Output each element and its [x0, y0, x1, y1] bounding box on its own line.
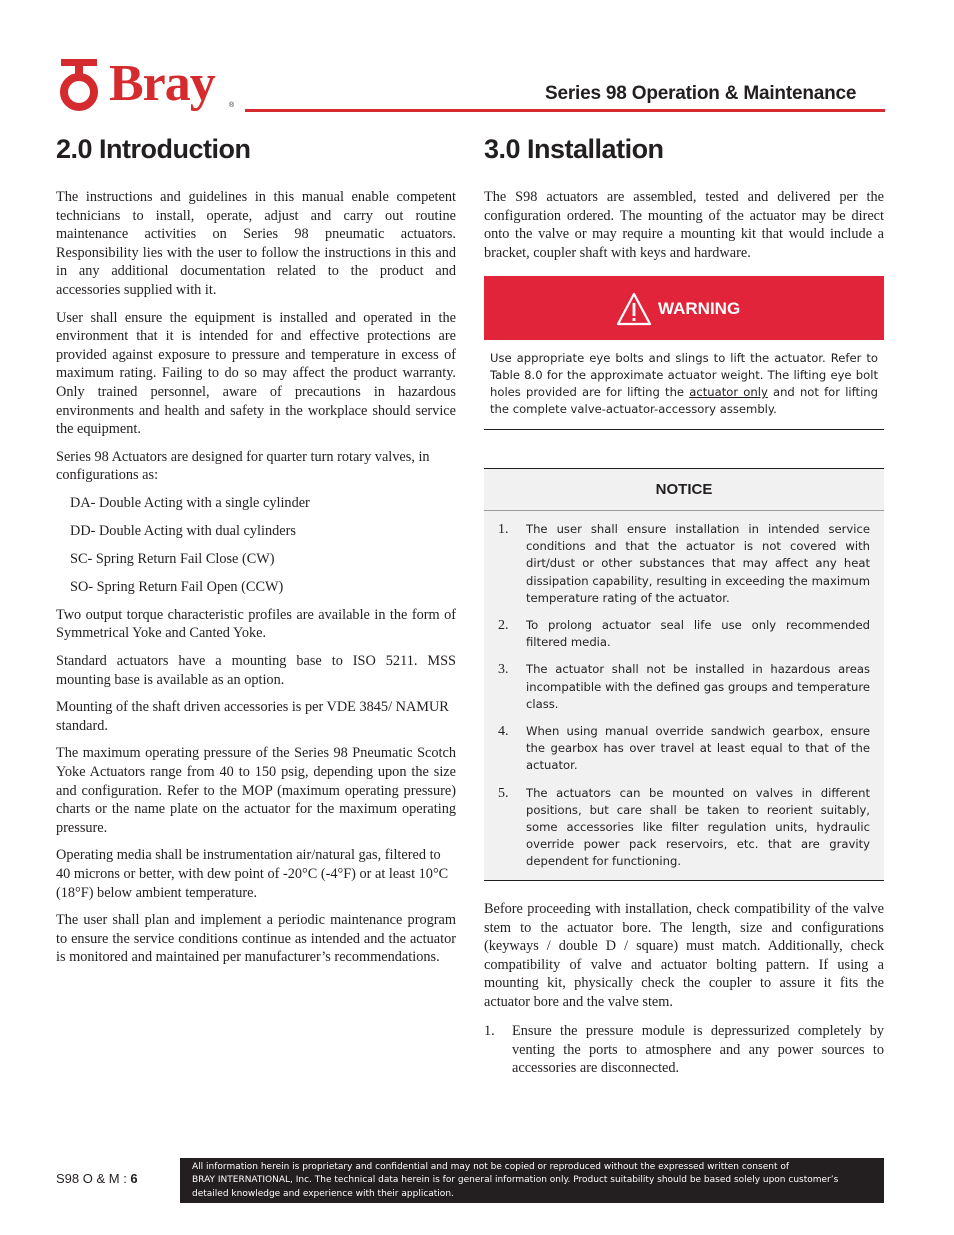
configuration-item: SO- Spring Return Fail Open (CCW) [70, 578, 284, 595]
notice-item-text: When using manual override sandwich gearbox, ensure the gearbox has over travel at least equal to that of the actuator. [526, 724, 870, 773]
registered-mark: ® [229, 102, 235, 109]
notice-item-number: 3. [498, 662, 509, 678]
intro-paragraph: Operating media shall be instrumentation air/natural gas, filtered to 40 microns or better, with dew point of -20°C (-4°F) or at least 10°C (18°F) below ambient temperature. [56, 847, 449, 901]
notice-item-number: 4. [498, 724, 509, 740]
notice-item-number: 2. [498, 618, 509, 634]
intro-paragraph: The instructions and guidelines in this manual enable competent technicians to install, operate, adjust and carry out routine maintenance activities on Series 98 pneumatic actuators. Responsibility lies with the user to follow the instructions in this and in any additional documentation related to the product and accessories supplied with it. [56, 189, 456, 298]
header-rule [245, 109, 885, 112]
installation-step-number: 1. [484, 1023, 495, 1039]
notice-item-text: The user shall ensure installation in intended service conditions and that the actuator is not covered with dirt/dust or other substances that may affect any heat dissipation capability, resulting in exceeding the maximum temperature rating of the actuator. [526, 522, 870, 605]
bray-valve-icon [55, 56, 105, 112]
notice-item [498, 521, 870, 607]
notice-list [484, 511, 884, 871]
warning-text-part: Use appropriate eye bolts and slings to lift the actuator. Refer to Table 8.0 for the approximate actuator weight. The lifting eye bolt holes provided are for lifting the [490, 351, 878, 399]
warning-box [484, 276, 884, 430]
intro-heading: 2.0 Introduction [56, 134, 251, 164]
configuration-item: DA- Double Acting with a single cylinder [70, 494, 310, 511]
installation-step-text: Ensure the pressure module is depressurized completely by venting the ports to atmosphere and any power sources to accessories are disconnected. [512, 1023, 884, 1077]
intro-paragraph: Two output torque characteristic profiles are available in the form of Symmetrical Yoke and Canted Yoke. [56, 606, 456, 642]
notice-item [498, 661, 870, 713]
configuration-item: SC- Spring Return Fail Close (CW) [70, 550, 275, 567]
intro-paragraph: Series 98 Actuators are designed for quarter turn rotary valves, in configurations as: [56, 448, 430, 484]
notice-item-text: The actuators can be mounted on valves in different positions, but care shall be taken to reorient suitably, some accessories like filter regulation units, hydraulic override power pack reservoirs, etc. that are gravity dependent for functioning. [526, 785, 870, 869]
bray-logo [55, 56, 245, 112]
installation-intro [484, 188, 884, 262]
document-title: Series 98 Operation & Maintenance [545, 83, 857, 104]
intro-paragraph: Standard actuators have a mounting base to ISO 5211. MSS mounting base is available as an option. [56, 653, 456, 688]
configuration-item: DD- Double Acting with dual cylinders [70, 522, 296, 539]
intro-paragraph: The user shall plan and implement a periodic maintenance program to ensure the service conditions continue as intended and the actuator is monitored and maintained per manufacturer’s recommendations. [56, 912, 456, 966]
installation-compatibility [484, 900, 884, 1012]
brand-wordmark: Bray [109, 55, 215, 112]
warning-label: WARNING [658, 299, 741, 318]
page-number: 6 [130, 1171, 138, 1186]
installation-compatibility-text: Before proceeding with installation, check compatibility of the valve stem to the actuator bore. The length, size and configurations (keyways / double D / square) must match. Additionally, check compatibility of valve and actuator bolting pattern. If using a mounting kit, physically check the coupler to assure it fits the actuator bore and the valve stem. [484, 901, 884, 1010]
notice-item-number: 5. [498, 785, 509, 801]
notice-item-text: To prolong actuator seal life use only recommended filtered media. [526, 618, 870, 650]
notice-item [498, 785, 870, 871]
installation-step [484, 1022, 884, 1078]
notice-item [498, 723, 870, 775]
installation-heading: 3.0 Installation [484, 134, 664, 164]
notice-box [484, 468, 884, 881]
warning-header [484, 276, 884, 340]
disclaimer-line: detailed knowledge and experience with their application. [192, 1188, 454, 1199]
intro-paragraph: User shall ensure the equipment is installed and operated in the environment that it is intended for and effective protections are provided against exposure to pressure and temperature in excess of maximum rating. Failing to do so may affect the product warranty. Only trained personnel, aware of precautions in hazardous environments and health and safety in the workplace should service the equipment. [56, 309, 456, 438]
disclaimer-line: BRAY INTERNATIONAL, Inc. The technical data herein is for general information only. Product suitability should be based solely upon customer’s [192, 1175, 839, 1186]
page-footer-label [56, 1171, 138, 1186]
notice-item-number: 1. [498, 522, 509, 537]
warning-text [484, 340, 884, 418]
disclaimer-line: All information herein is proprietary and confidential and may not be copied or reproduced without the expressed written consent of [192, 1162, 790, 1172]
installation-intro-text: The S98 actuators are assembled, tested and delivered per the configuration ordered. The mounting of the actuator may be direct onto the valve or may require a mounting kit that would include a bracket, coupler shaft with keys and hardware. [484, 189, 884, 261]
warning-triangle-icon [616, 292, 652, 326]
warning-text-part: and not for lifting the complete valve-actuator-accessory assembly. [490, 385, 879, 416]
document-code: S98 O & M : [56, 1171, 131, 1186]
intro-paragraph: Mounting of the shaft driven accessories is per VDE 3845/ NAMUR standard. [56, 699, 449, 734]
intro-column [56, 188, 456, 976]
notice-header: NOTICE [484, 469, 884, 511]
intro-paragraph: The maximum operating pressure of the Series 98 Pneumatic Scotch Yoke Actuators range from 40 to 150 psig, depending upon the size and configuration. Refer to the MOP (maximum operating pressure) charts or the name plate on the actuator for the maximum operating pressure. [56, 745, 456, 836]
footer-disclaimer [180, 1158, 884, 1203]
notice-item [498, 617, 870, 651]
notice-item-text: The actuator shall not be installed in hazardous areas incompatible with the defined gas groups and temperature class. [526, 662, 870, 711]
warning-text-underlined: actuator only [689, 385, 768, 399]
